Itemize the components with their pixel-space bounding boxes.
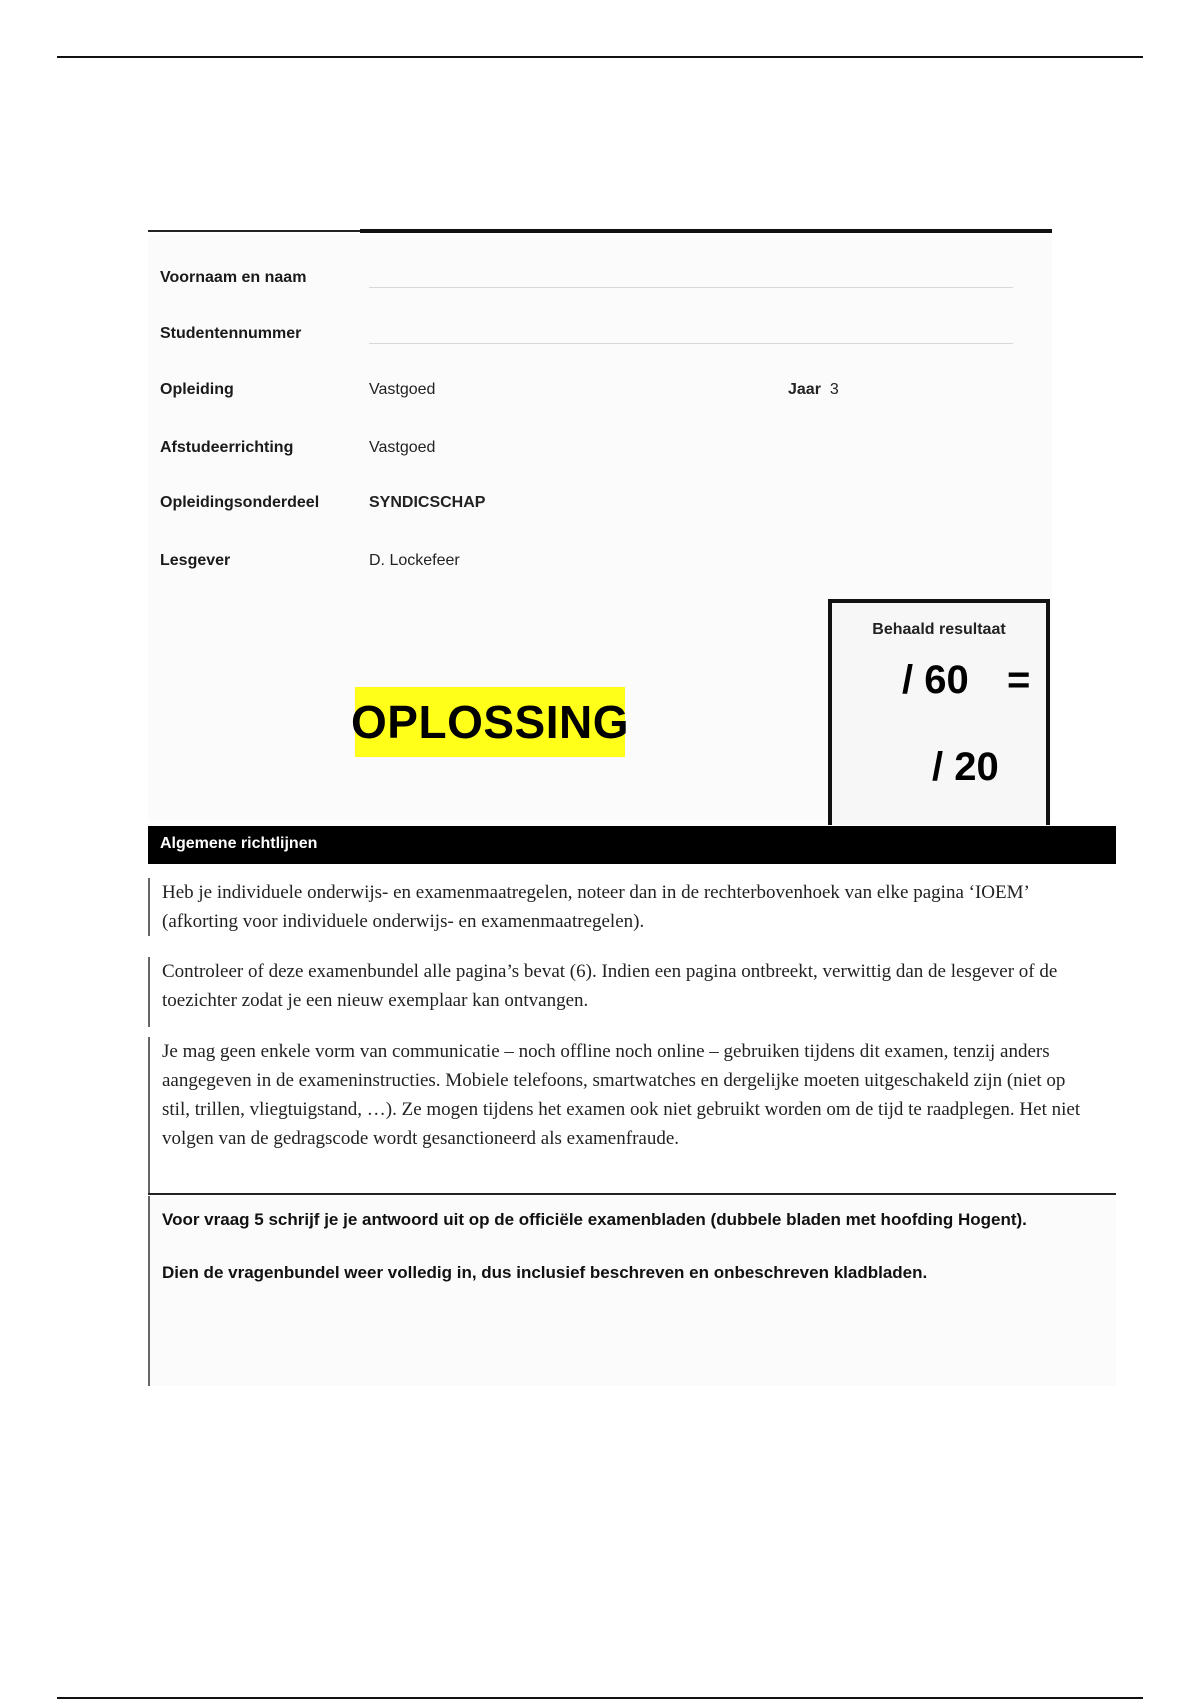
guideline-ioem: Heb je individuele onderwijs- en examenmaatregelen, noteer dan in de rechterbovenhoek van elke pagina ‘IOEM’ (afkorting voor individuele onderwijs- en examenmaatregelen).	[148, 878, 1088, 936]
exam-notes	[148, 1196, 1116, 1386]
year-label: Jaar	[788, 381, 821, 398]
score-of-60: / 60	[902, 658, 969, 702]
guidelines-divider	[148, 1193, 1116, 1195]
result-title: Behaald resultaat	[872, 621, 1006, 638]
score-of-20: / 20	[932, 745, 999, 789]
course-part-label: Opleidingsonderdeel	[160, 494, 320, 511]
equals-sign: =	[1007, 658, 1031, 702]
name-field-line[interactable]	[369, 287, 1013, 288]
guideline-communication: Je mag geen enkele vorm van communicatie – noch offline noch online – gebruiken tijdens dit examen, tenzij anders aangegeven in de exameninstructies. Mobiele telefoons, smartwatches en dergelijke moeten uitgeschakeld zijn (niet op stil, trillen, vliegtuigstand, …). Ze mogen tijdens het examen ook niet gebruikt worden om de tijd te raadplegen. Het niet volgen van de gedragscode wordt gesanctioneerd als examenfraude.	[148, 1037, 1088, 1195]
header-rule-thin	[148, 230, 360, 232]
guideline-pages: Controleer of deze examenbundel alle pagina’s bevat (6). Indien een pagina ontbreekt, verwittig dan de lesgever of de toezichter zodat je een nieuw exemplaar kan ontvangen.	[148, 957, 1088, 1027]
teacher-label: Lesgever	[160, 552, 231, 569]
specialization-value: Vastgoed	[369, 439, 436, 456]
year-field	[788, 381, 839, 399]
header-rule-thick	[360, 229, 1052, 233]
year-value: 3	[829, 381, 839, 398]
education-value: Vastgoed	[369, 381, 436, 398]
course-part-value: SYNDICSCHAP	[369, 494, 486, 511]
student-number-label: Studentennummer	[160, 325, 302, 342]
oplossing-stamp: OPLOSSING	[355, 687, 625, 757]
teacher-value: D. Lockefeer	[369, 552, 460, 569]
education-label: Opleiding	[160, 381, 234, 398]
result-box	[828, 599, 1050, 825]
page-top-rule	[57, 56, 1143, 58]
page-bottom-rule	[57, 1697, 1143, 1699]
specialization-label: Afstudeerrichting	[160, 439, 294, 456]
student-number-field-line[interactable]	[369, 343, 1013, 344]
name-label: Voornaam en naam	[160, 269, 307, 286]
note-question-5: Voor vraag 5 schrijf je je antwoord uit op de officiële examenbladen (dubbele bladen met hoofding Hogent).	[162, 1210, 1027, 1229]
note-submit: Dien de vragenbundel weer volledig in, dus inclusief beschreven en onbeschreven kladbladen.	[162, 1263, 928, 1282]
guidelines-title: Algemene richtlijnen	[148, 826, 1116, 864]
